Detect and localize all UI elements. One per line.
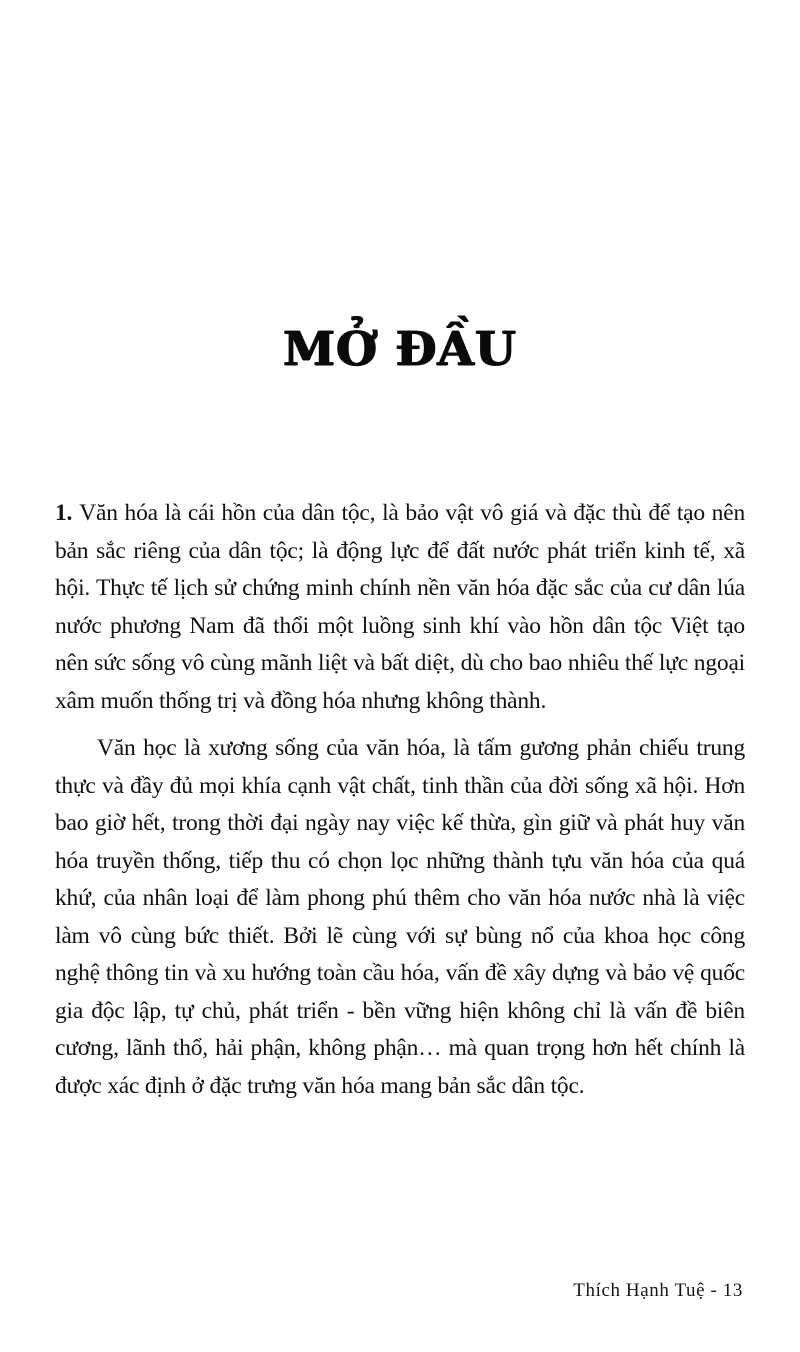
paragraph-1 xyxy=(55,495,745,720)
paragraph-2 xyxy=(55,730,745,1105)
body-text xyxy=(55,495,745,1105)
paragraph-1-text: Văn hóa là cái hồn của dân tộc, là bảo vật vô giá và đặc thù để tạo nên bản sắc riêng của dân tộc; là động lực để đất nước phát triển kinh tế, xã hội. Thực tế lịch sử chứng minh chính nền văn hóa đặc sắc của cư dân lúa nước phương Nam đã thổi một luồng sinh khí vào hồn dân tộc Việt tạo nên sức sống vô cùng mãnh liệt và bất diệt, dù cho bao nhiêu thế lực ngoại xâm muốn thống trị và đồng hóa nhưng không thành. xyxy=(55,500,745,714)
paragraph-2-text: Văn học là xương sống của văn hóa, là tấm gương phản chiếu trung thực và đầy đủ mọi khía cạnh vật chất, tinh thần của đời sống xã hội. Hơn bao giờ hết, trong thời đại ngày nay việc kế thừa, gìn giữ và phát huy văn hóa truyền thống, tiếp thu có chọn lọc những thành tựu văn hóa của quá khứ, của nhân loại để làm phong phú thêm cho văn hóa nước nhà là việc làm vô cùng bức thiết. Bởi lẽ cùng với sự bùng nổ của khoa học công nghệ thông tin và xu hướng toàn cầu hóa, vấn đề xây dựng và bảo vệ quốc gia độc lập, tự chủ, phát triển - bền vững hiện không chỉ là vấn đề biên cương, lãnh thổ, hải phận, không phận… mà quan trọng hơn hết chính là được xác định ở đặc trưng văn hóa mang bản sắc dân tộc. xyxy=(55,735,745,1099)
chapter-title: MỞ ĐẦU xyxy=(283,322,517,377)
page-footer xyxy=(573,1280,743,1302)
paragraph-number: 1. xyxy=(55,500,73,526)
running-footer-text: Thích Hạnh Tuệ - 13 xyxy=(573,1280,743,1301)
